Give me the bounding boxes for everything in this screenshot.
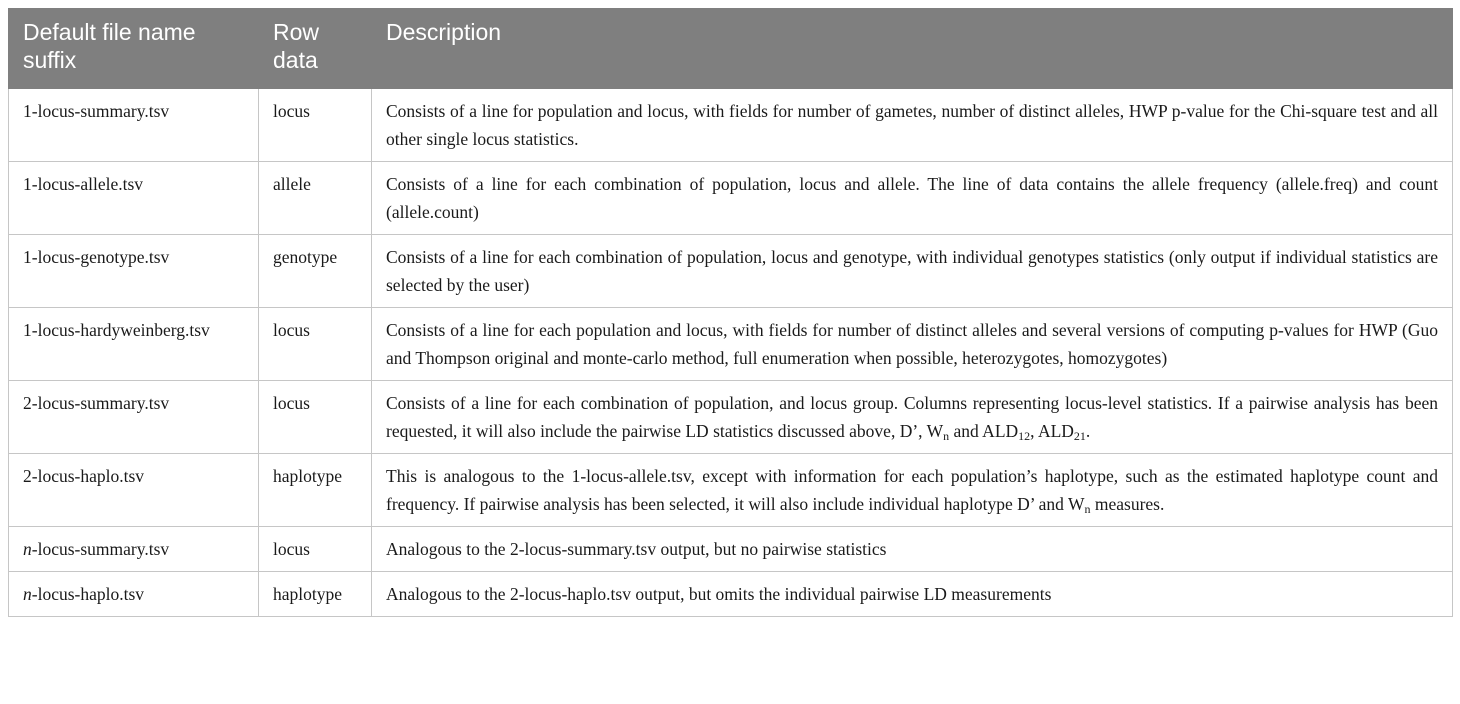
cell-row-data: locus	[259, 89, 372, 162]
header-description: Description	[372, 9, 1453, 89]
output-files-table	[8, 8, 1453, 617]
suffix-text: -locus-haplo.tsv	[31, 584, 145, 604]
description-text: and ALD	[949, 421, 1019, 441]
cell-description: Analogous to the 2-locus-haplo.tsv output, but omits the individual pairwise LD measurements	[372, 572, 1453, 617]
table-body	[9, 89, 1453, 617]
cell-row-data: locus	[259, 527, 372, 572]
cell-suffix: 1-locus-summary.tsv	[9, 89, 259, 162]
header-suffix: Default file name suffix	[9, 9, 259, 89]
data-table-container	[8, 8, 1452, 617]
cell-suffix: 1-locus-allele.tsv	[9, 162, 259, 235]
cell-description: Consists of a line for each combination of population, locus and genotype, with individual genotypes statistics (only output if individual statistics are selected by the user)	[372, 235, 1453, 308]
subscript-n: n	[1084, 502, 1091, 516]
cell-suffix: 2-locus-haplo.tsv	[9, 454, 259, 527]
subscript-12: 12	[1018, 429, 1031, 443]
cell-description: Analogous to the 2-locus-summary.tsv output, but no pairwise statistics	[372, 527, 1453, 572]
table-row	[9, 381, 1453, 454]
subscript-n: n	[943, 429, 950, 443]
description-text: measures.	[1090, 494, 1165, 514]
cell-row-data: haplotype	[259, 454, 372, 527]
table-row	[9, 89, 1453, 162]
cell-row-data: allele	[259, 162, 372, 235]
table-row	[9, 572, 1453, 617]
cell-description	[372, 381, 1453, 454]
header-row-data: Row data	[259, 9, 372, 89]
cell-description: Consists of a line for each population and locus, with fields for number of distinct alleles and several versions of computing p-values for HWP (Guo and Thompson original and monte-carlo method, full enumeration when possible, heterozygotes, homozygotes)	[372, 308, 1453, 381]
cell-row-data: locus	[259, 381, 372, 454]
cell-suffix: 1-locus-hardyweinberg.tsv	[9, 308, 259, 381]
cell-description: Consists of a line for each combination of population, locus and allele. The line of data contains the allele frequency (allele.freq) and count (allele.count)	[372, 162, 1453, 235]
cell-suffix	[9, 572, 259, 617]
cell-description	[372, 454, 1453, 527]
cell-description: Consists of a line for population and locus, with fields for number of gametes, number of distinct alleles, HWP p-value for the Chi-square test and all other single locus statistics.	[372, 89, 1453, 162]
description-text: , ALD	[1030, 421, 1074, 441]
cell-row-data: genotype	[259, 235, 372, 308]
suffix-prefix-n: n	[23, 539, 32, 559]
suffix-text: -locus-summary.tsv	[31, 539, 170, 559]
table-row	[9, 454, 1453, 527]
cell-suffix: 2-locus-summary.tsv	[9, 381, 259, 454]
table-row	[9, 235, 1453, 308]
description-text: .	[1085, 421, 1091, 441]
cell-row-data: haplotype	[259, 572, 372, 617]
suffix-prefix-n: n	[23, 584, 32, 604]
cell-suffix	[9, 527, 259, 572]
description-text: Consists of a line for each combination of population, and locus group. Columns representing locus-level statistics. If a pairwise analysis has been requested, it will also include the pairwise LD statistics discussed above, D’, W	[386, 393, 1438, 441]
cell-suffix: 1-locus-genotype.tsv	[9, 235, 259, 308]
header-row	[9, 9, 1453, 89]
table-header	[9, 9, 1453, 89]
cell-row-data: locus	[259, 308, 372, 381]
subscript-21: 21	[1073, 429, 1086, 443]
table-row	[9, 162, 1453, 235]
description-text: This is analogous to the 1-locus-allele.tsv, except with information for each population’s haplotype, such as the estimated haplotype count and frequency. If pairwise analysis has been selected, it will also include individual haplotype D’ and W	[386, 466, 1438, 514]
table-row	[9, 527, 1453, 572]
table-row	[9, 308, 1453, 381]
